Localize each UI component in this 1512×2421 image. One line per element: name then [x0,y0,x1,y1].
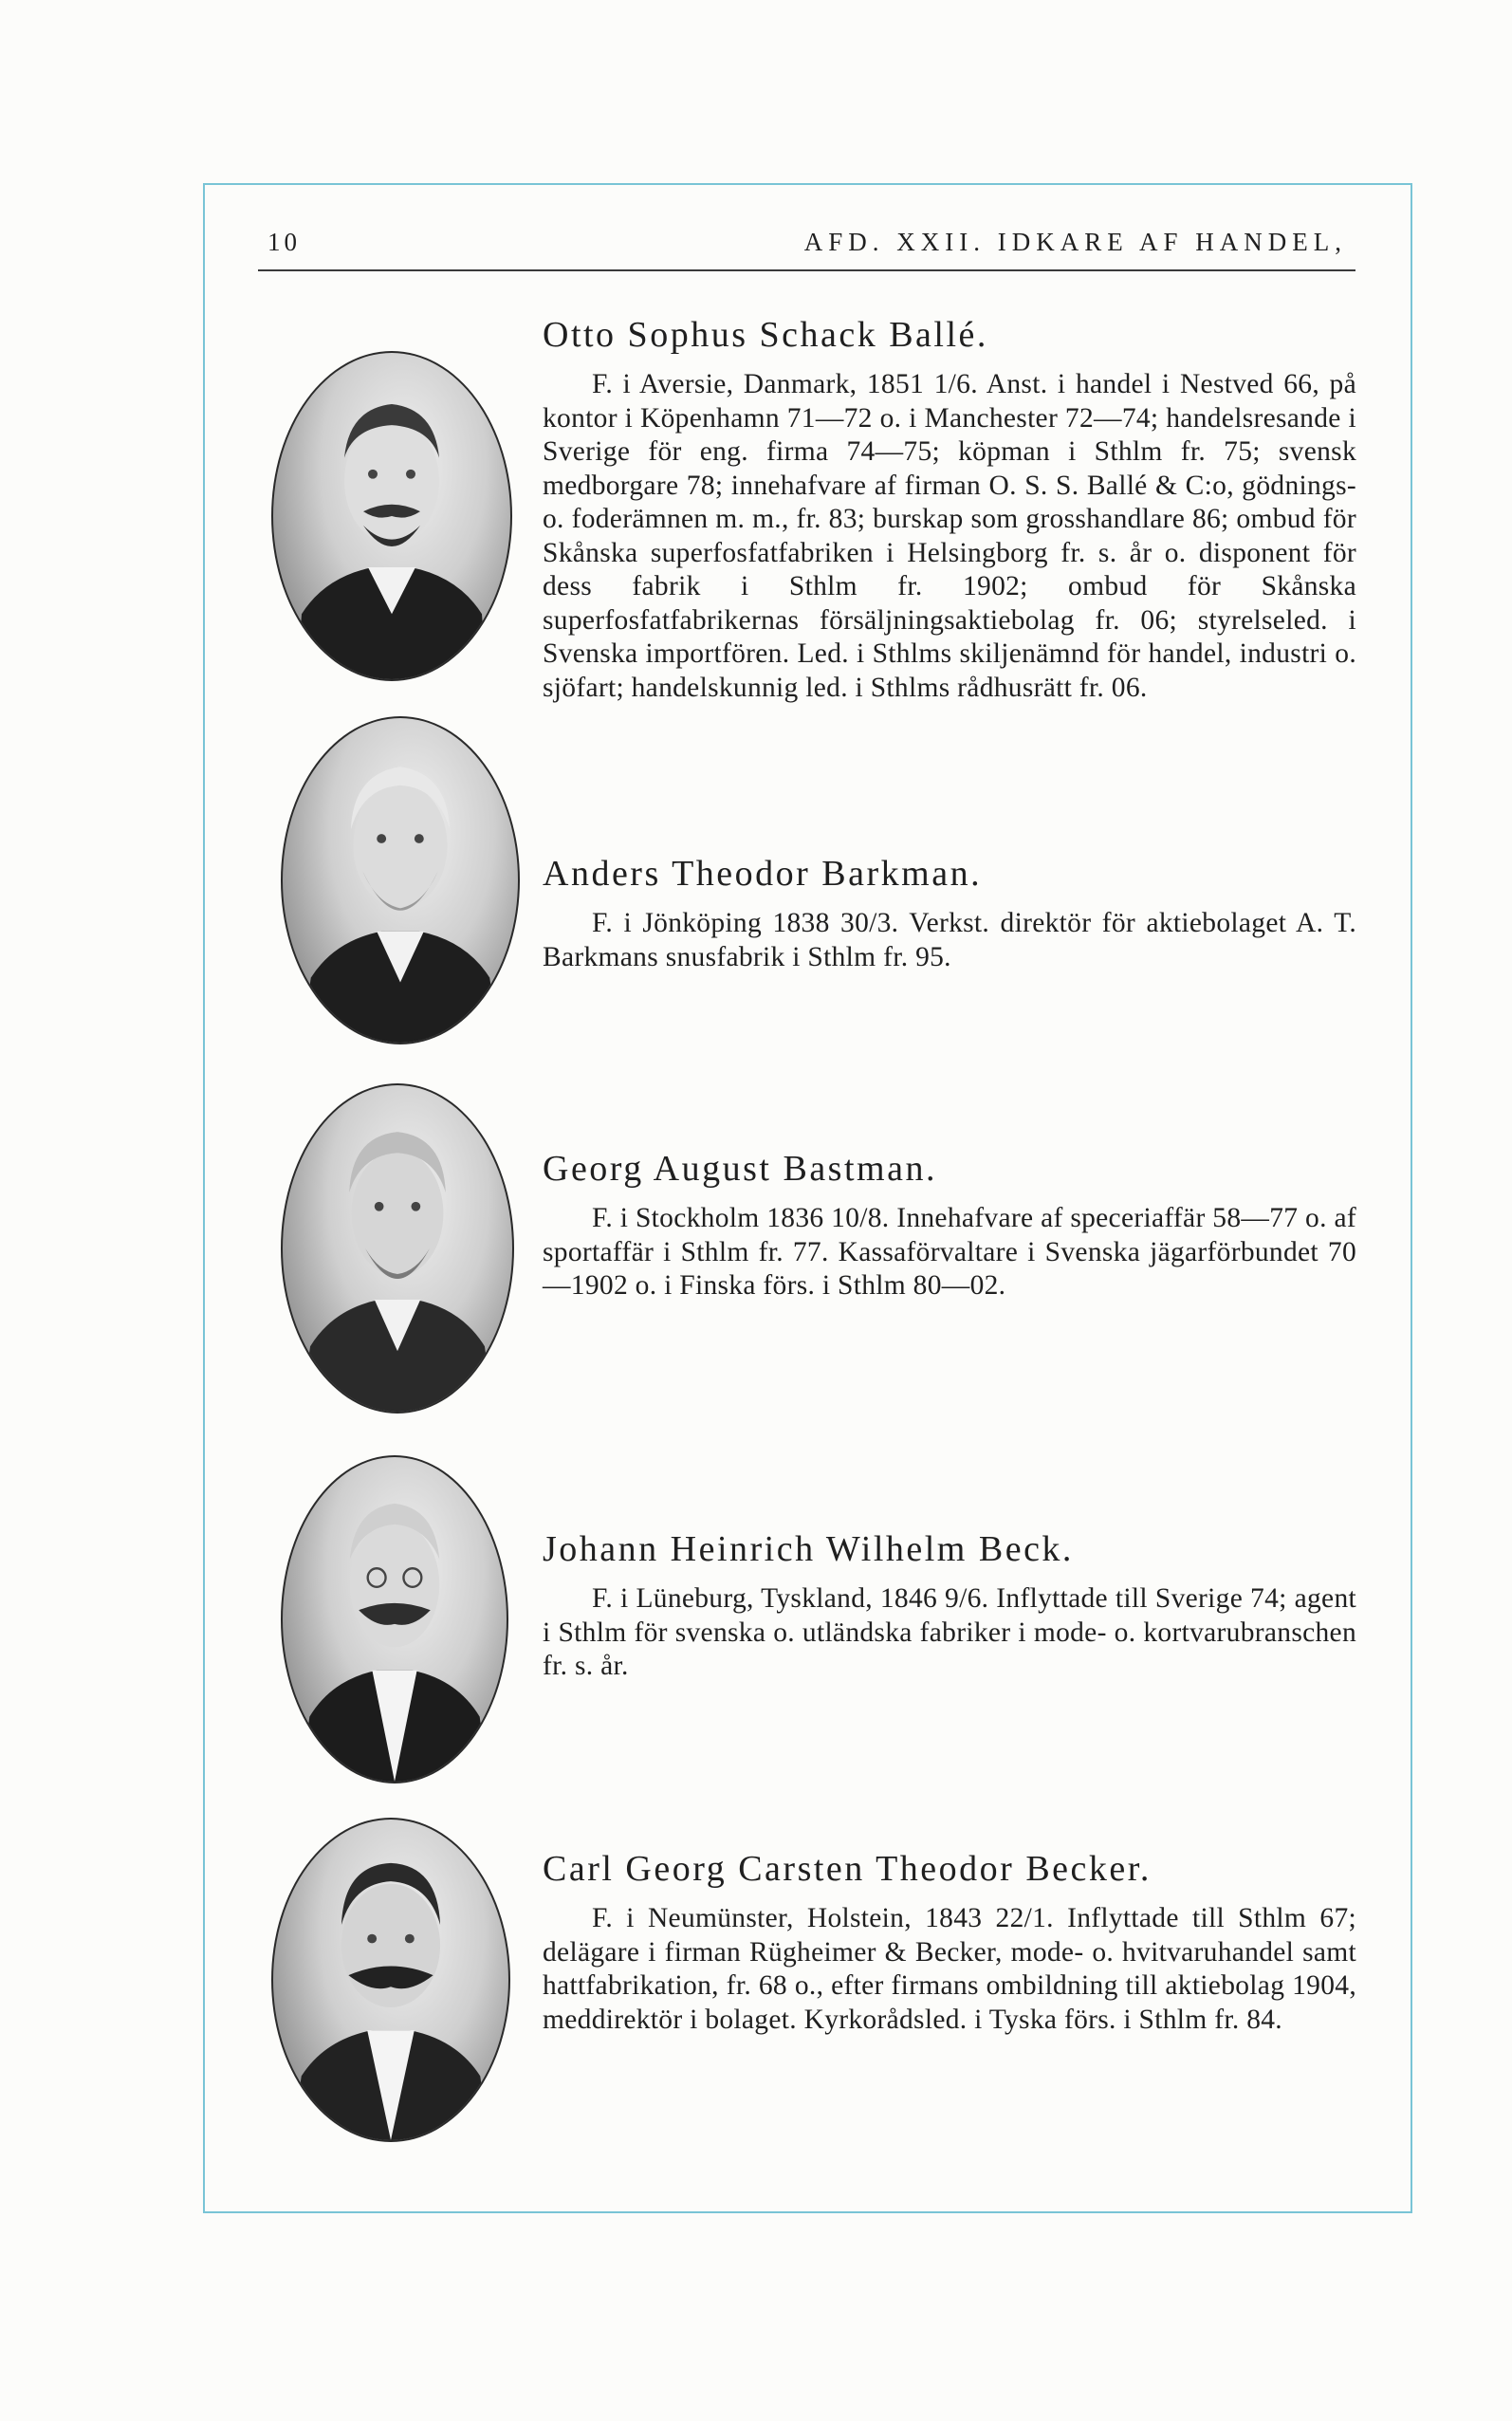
portrait-becker [271,1818,510,2142]
running-header [267,228,1347,266]
entry-beck [543,1527,1356,1684]
entry-name: Georg August Bastman. [543,1149,937,1189]
entry-name: Johann Heinrich Wilhelm Beck. [543,1529,1074,1569]
entry-bio: F. i Stockholm 1836 10/8. Innehafvare af speceriaffär 58—77 o. af sportaffär i Sthlm fr. 77. Kassaförvaltare i Svenska jägarförbundet 70—1902 o. i Finska förs. i Sthlm 80—02. [543,1203,1356,1301]
entry-bio: F. i Lüneburg, Tyskland, 1846 9/6. Inflyttade till Sverige 74; agent i Sthlm för svenska o. utländska fabriker i mode- o. kortvarubranschen fr. s. år. [543,1583,1356,1681]
entry-balle [543,313,1356,705]
portrait-barkman [281,716,520,1044]
entry-bio: F. i Jönköping 1838 30/3. Verkst. direktör för aktiebolaget A. T. Barkmans snusfabrik i Sthlm fr. 95. [543,908,1356,972]
entry-bastman [543,1147,1356,1303]
entry-bio: F. i Aversie, Danmark, 1851 1/6. Anst. i handel i Nestved 66, på kontor i Köpenhamn 71—72 o. i Manchester 72—74; handelsresande i Sverige för eng. firma 74—75; köpman i Sthlm fr. 75; svensk medborgare 78; innehafvare af firman O. S. S. Ballé & C:o, gödnings- o. foderämnen m. m., fr. 83; burskap som grosshandlare 86; ombud för Skånska superfosfatfabriken i Helsingborg fr. s. år o. disponent för dess fabrik i Sthlm fr. 1902; ombud för Skånska superfosfatfabrikernas försäljningsaktiebolag fr. 06; styrelseled. i Svenska importfören. Led. i Sthlms skiljenämnd för handel, industri o. sjöfart; handelskunnig led. i Sthlms rådhusrätt fr. 06. [543,369,1356,703]
entry-name: Otto Sophus Schack Ballé. [543,315,988,355]
entry-barkman [543,852,1356,974]
entry-name: Anders Theodor Barkman. [543,854,983,894]
entry-bio: F. i Neumünster, Holstein, 1843 22/1. Inflyttade till Sthlm 67; delägare i firman Rügheimer & Becker, mode- o. hvitvaruhandel samt hattfabrikation, fr. 68 o., efter firmans ombildning till aktiebolag 1904, meddirektör i bolaget. Kyrkorådsled. i Tyska förs. i Sthlm fr. 84. [543,1903,1356,2035]
page-number: 10 [267,228,301,256]
entry-name: Carl Georg Carsten Theodor Becker. [543,1849,1152,1889]
entry-becker [543,1847,1356,2037]
portrait-balle [271,351,512,681]
header-rule [258,269,1355,271]
portrait-bastman [281,1083,514,1414]
running-title: AFD. XXII. IDKARE AF HANDEL, [803,228,1347,256]
portrait-beck [281,1455,508,1783]
